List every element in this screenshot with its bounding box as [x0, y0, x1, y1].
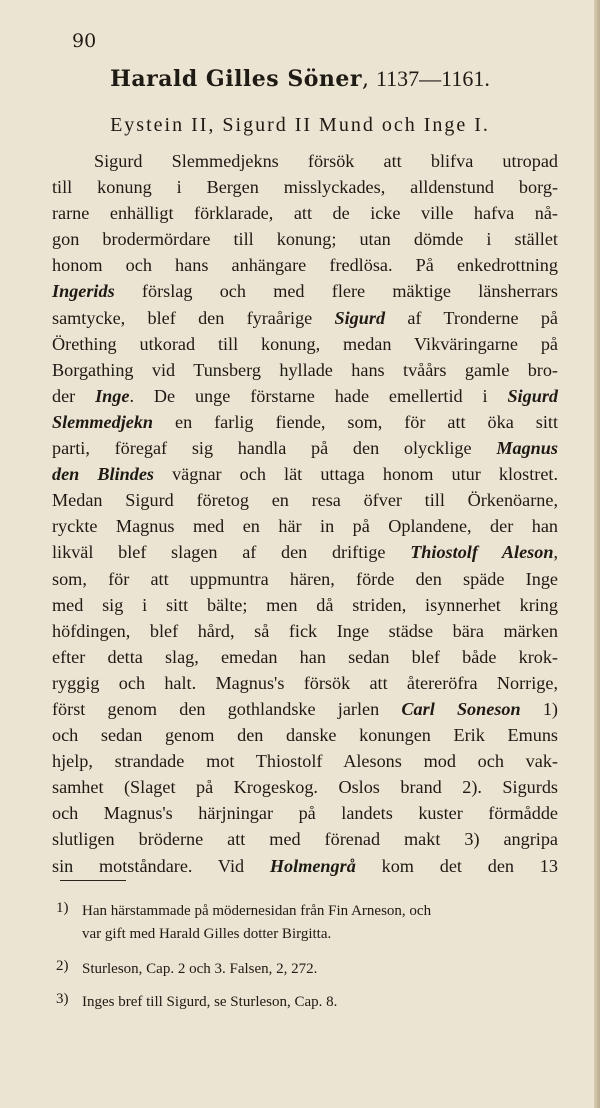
emphasis-name: Sigurd [334, 307, 386, 328]
text-line: slutligen bröderne att med förenad makt 3) angripa [52, 829, 558, 850]
emphasis-name: Thiostolf Aleson [410, 542, 554, 563]
footnote-line: var gift med Harald Gilles dotter Birgitta. [82, 926, 332, 942]
page-edge [594, 0, 600, 1108]
footnote [56, 991, 556, 1014]
text-line: Borgathing vid Tunsberg hyllade hans tvåårs gamle bro- [52, 359, 558, 380]
footnote-rule [60, 880, 126, 881]
text-line: och sedan genom den danske konungen Erik Emuns [52, 725, 558, 746]
emphasis-name: Carl Soneson [401, 698, 521, 719]
emphasis-name: Ingerids [52, 281, 115, 302]
footnote [56, 958, 556, 981]
text-line: Örething utkorad till konung, medan Vikväringarne på [52, 333, 558, 354]
heading-comma: , [361, 67, 369, 92]
footnote-line: Inges bref till Sigurd, se Sturleson, Cap. 8. [82, 994, 338, 1010]
text-line: Sigurd Slemmedjekns försök att blifva utropad [94, 151, 558, 171]
text-line: med sig i sitt bälte; men då striden, isynnerhet kring [52, 594, 558, 615]
footnote-marker: 2) [56, 958, 69, 974]
page-number: 90 [72, 30, 97, 52]
footnote [56, 900, 556, 946]
footnote-marker: 1) [56, 900, 69, 916]
emphasis-name: Sigurd [507, 385, 558, 406]
body-text [52, 148, 558, 879]
footnote-marker: 3) [56, 991, 69, 1007]
text-line: honom och hans anhängare fredlösa. På enkedrottning [52, 255, 558, 276]
text-line: till konung i Bergen misslyckades, alldenstund borg- [52, 177, 558, 198]
emphasis-name: den Blindes [52, 464, 154, 485]
text-line: ryckte Magnus med en här in på Oplandene, der han [52, 516, 558, 537]
text-line: samtycke, blef den fyraårige Sigurd af Tronderne på [52, 307, 558, 328]
text-line: och Magnus's härjningar på landets kuster förmådde [52, 803, 558, 824]
emphasis-name: Slemmedjekn [52, 411, 154, 432]
text-line: samhet (Slaget på Krogeskog. Oslos brand 2). Sigurds [52, 777, 558, 798]
heading-years: 1137—1161. [375, 66, 490, 91]
footnote-line: Han härstammade på mödernesidan från Fin Arneson, och [82, 903, 432, 919]
text-line: höfdingen, blef hård, så fick Inge städse bära märken [52, 620, 558, 641]
emphasis-name: Holmengrå [269, 855, 356, 876]
text-line: först genom den gothlandske jarlen Carl Soneson 1) [52, 698, 558, 719]
heading-title: Harald Gilles Söner [110, 66, 362, 92]
text-line: likväl blef slagen af den driftige Thiostolf Aleson, [52, 542, 558, 563]
chapter-heading [0, 66, 600, 92]
emphasis-name: Magnus [496, 438, 558, 459]
emphasis-name: Inge [95, 385, 130, 406]
text-line: Ingerids förslag och med flere mäktige länsherrars [52, 281, 558, 302]
text-line: der Inge. De unge förstarne hade emellertid i Sigurd [52, 385, 558, 406]
text-line: som, för att uppmuntra hären, förde den späde Inge [52, 568, 558, 589]
text-line: sin motståndare. Vid Holmengrå kom det den 13 [52, 855, 558, 876]
text-line: Medan Sigurd företog en resa öfver till Örkenöarne, [52, 490, 558, 511]
text-line: efter detta slag, emedan han sedan blef både krok- [52, 646, 558, 667]
footnote-line: Sturleson, Cap. 2 och 3. Falsen, 2, 272. [82, 961, 318, 977]
text-line: gon brodermördare till konung; utan dömde i stället [52, 229, 558, 250]
text-line: Slemmedjekn en farlig fiende, som, för att öka sitt [52, 411, 558, 432]
text-line: parti, föregaf sig handla på den olycklige Magnus [52, 438, 558, 459]
footnotes [56, 900, 556, 1014]
text-line: ryggig och halt. Magnus's försök att återeröfra Norrige, [52, 672, 558, 693]
text-line: den Blindes vägnar och lät uttaga honom utur klostret. [52, 464, 558, 485]
text-line: hjelp, strandade mot Thiostolf Alesons mod och vak- [52, 751, 558, 772]
text-line: rarne enhälligt förklarade, att de icke ville hafva nå- [52, 203, 558, 224]
chapter-subheading: Eystein II, Sigurd II Mund och Inge I. [110, 114, 490, 136]
